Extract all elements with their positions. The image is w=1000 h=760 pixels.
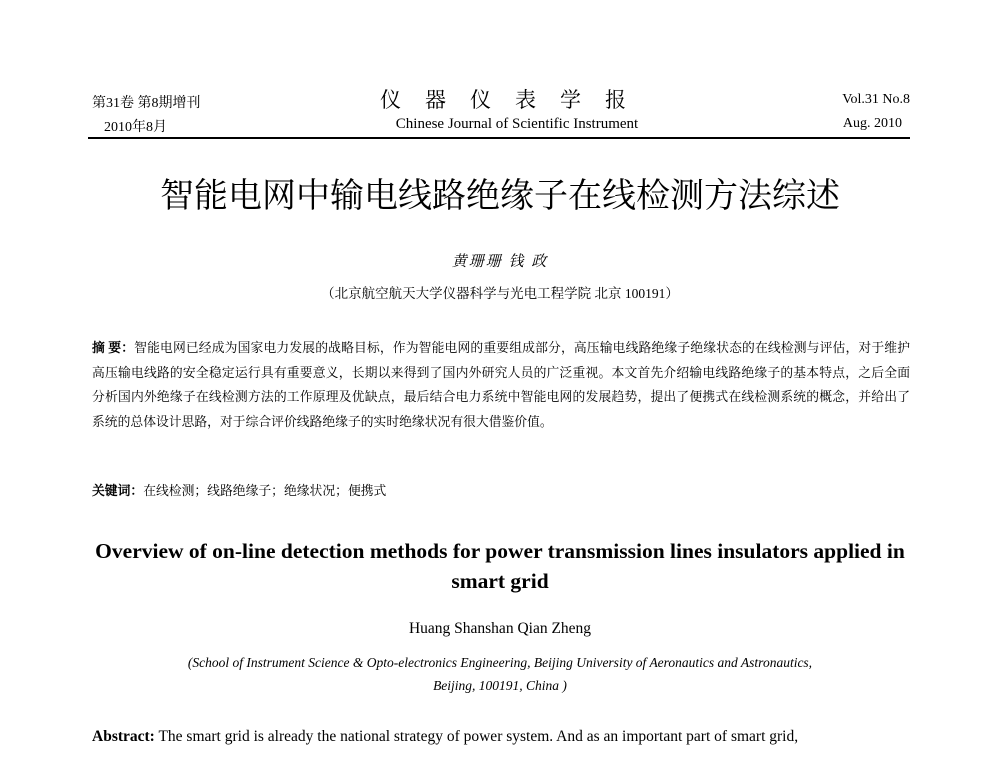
authors-cn: 黄珊珊 钱 政: [451, 254, 549, 270]
paper-title-en: Overview of on-line detection methods for power transmission lines insulators applied in smart grid: [95, 539, 905, 593]
header-volume-cn: 第31卷 第8期增刊: [92, 96, 201, 111]
journal-title-en: Chinese Journal of Scientific Instrument: [395, 116, 639, 132]
authors-en: Huang Shanshan Qian Zheng: [408, 620, 592, 637]
affiliation-en-line1: (School of Instrument Science & Opto-electronics Engineering, Beijing University of Aeronautics and Astronautics,: [187, 655, 813, 670]
abstract-en-label: Abstract:: [92, 728, 155, 745]
header-date-cn: 2010年8月: [104, 120, 167, 135]
journal-title-cn: 仪器仪表学报: [380, 88, 650, 112]
keywords-cn-text: 在线检测；线路绝缘子；绝缘状况；便携式: [143, 484, 387, 498]
affiliation-en-line2: Beijing, 100191, China ): [433, 678, 567, 693]
abstract-cn-text: 智能电网已经成为国家电力发展的战略目标，作为智能电网的重要组成部分，高压输电线路绝缘子绝缘状态的在线检测与评估，对于维护高压输电线路的安全稳定运行具有重要意义，长期以来得到了国内外研究人员的广泛重视。本文首先介绍输电线路绝缘子的基本特点，之后全面分析国内外绝缘子在线检测方法的工作原理及优缺点，最后结合电力系统中智能电网的发展趋势，提出了便携式在线检测系统的概念，并给出了系统的总体设计思路，对于综合评价线路绝缘子的实时绝缘状况有很大借鉴价值。: [92, 341, 911, 429]
paper-title-cn: 智能电网中输电线路绝缘子在线检测方法综述: [160, 176, 840, 216]
affiliation-en: [0, 651, 1000, 697]
abstract-cn-label: 摘 要：: [92, 341, 135, 355]
keywords-cn: [92, 480, 386, 499]
header-divider: [88, 137, 910, 139]
abstract-en-text: The smart grid is already the national strategy of power system. And as an important part of smart grid,: [158, 728, 799, 745]
affiliation-cn: （北京航空航天大学仪器科学与光电工程学院 北京 100191）: [321, 286, 679, 301]
header-volume-en: Vol.31 No.8: [842, 92, 910, 107]
abstract-en: [92, 728, 922, 746]
header-date-en: Aug. 2010: [842, 116, 902, 131]
abstract-cn: [92, 336, 910, 434]
keywords-cn-label: 关键词：: [92, 484, 144, 498]
